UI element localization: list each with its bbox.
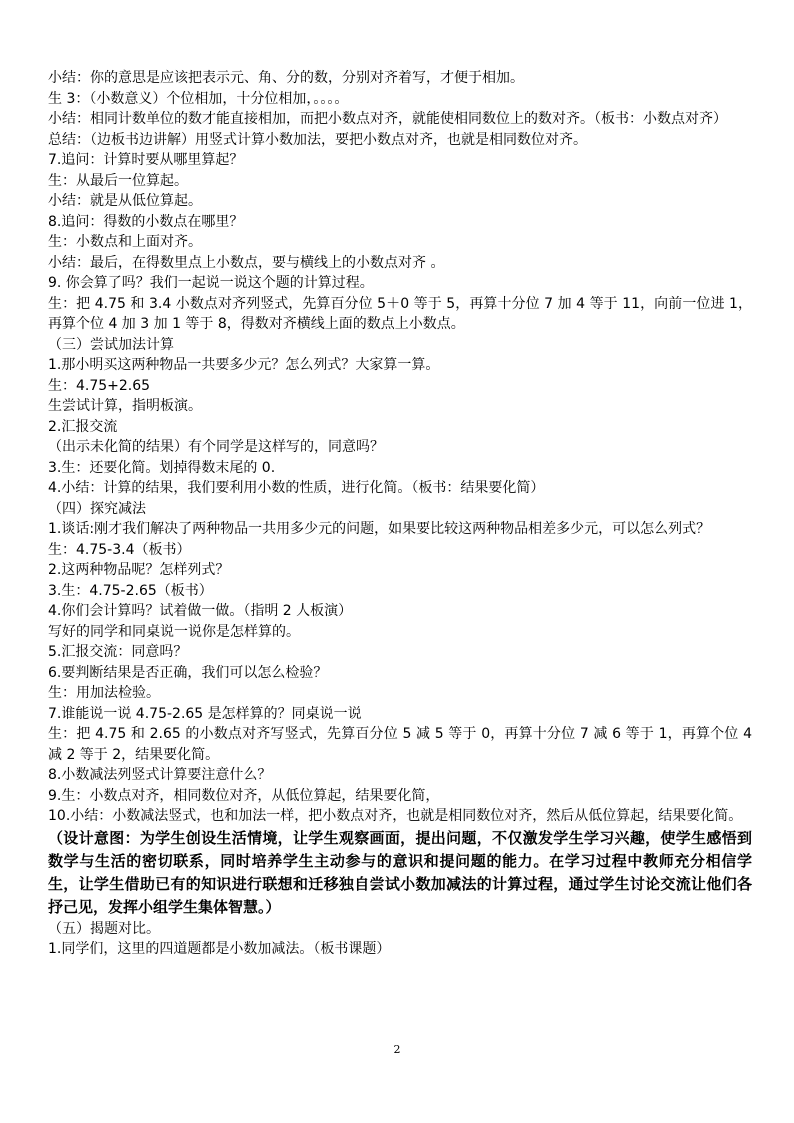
text-line: 1.那小明买这两种物品一共要多少元？怎么列式？大家算一算。 [48, 357, 440, 373]
text-line: 1.同学们，这里的四道题都是小数加减法。（板书课题） [48, 941, 391, 957]
text-line: 写好的同学和同桌说一说你是怎样算的。 [48, 623, 300, 640]
text-line: 7.谁能说一说 4.75-2.65 是怎样算的？同桌说一说 [48, 705, 362, 722]
text-line: 生尝试计算，指明板演。 [48, 398, 202, 414]
text-line: 生：用加法检验。 [48, 685, 160, 701]
text-line: 小结：最后，在得数里点上小数点，要与横线上的小数点对齐 。 [48, 254, 445, 271]
text-line: 小结：你的意思是应该把表示元、角、分的数，分别对齐着写，才便于相加。 [48, 70, 524, 86]
section-heading: （三）尝试加法计算 [48, 336, 174, 353]
section-heading: （五）揭题对比。 [48, 920, 160, 937]
page-number: 2 [393, 1043, 401, 1056]
text-line: 8.小数减法列竖式计算要注意什么？ [48, 767, 272, 783]
text-paragraph: 10.小结：小数减法竖式，也和加法一样，把小数点对齐，也就是相同数位对齐，然后从低位算起，结果要化简。 [48, 808, 743, 824]
document-body [48, 68, 752, 960]
text-line: 6.要判断结果是否正确，我们可以怎么检验？ [48, 664, 328, 681]
text-line: 小结：就是从低位算起。 [48, 193, 202, 209]
text-line: 生：4.75+2.65 [48, 377, 151, 394]
text-line: 2.这两种物品呢？怎样列式？ [48, 562, 230, 578]
text-line: 3.生：还要化简。划掉得数末尾的 0. [48, 459, 276, 476]
text-line: 2.汇报交流 [48, 418, 118, 435]
text-paragraph: 1.谈话:刚才我们解决了两种物品一共用多少元的问题，如果要比较这两种物品相差多少元，可以怎么列式？ [48, 521, 711, 537]
text-line: 3.生：4.75-2.65（板书） [48, 582, 213, 599]
text-line: 5.汇报交流：同意吗？ [48, 644, 188, 660]
text-line: 生 3：（小数意义）个位相加，十分位相加，。。。。 [48, 90, 349, 107]
design-intent-paragraph: （设计意图：为学生创设生活情境，让学生观察画面，提出问题，不仅激发学生学习兴趣，使学生感悟到数学与生活的密切联系，同时培养学生主动参与的意识和提问题的能力。在学习过程中教师充分相信学生，让学生借助已有的知识进行联想和迁移独自尝试小数加减法的计算过程，通过学生讨论交流让他们各抒己见，发挥小组学生集体智慧。） [48, 828, 752, 916]
text-line: 7.追问：计算时要从哪里算起？ [48, 152, 244, 168]
text-line: 生：4.75-3.4（板书） [48, 541, 191, 558]
text-line: 4.你们会计算吗？试着做一做。（指明 2 人板演） [48, 603, 353, 619]
text-line: 9. 你会算了吗？我们一起说一说这个题的计算过程。 [48, 275, 374, 291]
text-line: 生：小数点和上面对齐。 [48, 234, 202, 250]
text-line: 总结：（边板书边讲解）用竖式计算小数加法，要把小数点对齐，也就是相同数位对齐。 [48, 131, 587, 148]
text-paragraph: 小结：相同计数单位的数才能直接相加，而把小数点对齐，就能使相同数位上的数对齐。（板书：小数点对齐） [48, 111, 727, 127]
text-line: 8.追问：得数的小数点在哪里？ [48, 213, 244, 230]
text-line: 9.生：小数点对齐，相同数位对齐，从低位算起，结果要化简， [48, 787, 440, 804]
text-line: 生：从最后一位算起。 [48, 172, 188, 189]
text-paragraph: 生：把 4.75 和 3.4 小数点对齐列竖式，先算百分位 5＋0 等于 5，再算十分位 7 加 4 等于 11，向前一位进 1，再算个位 4 加 3 加 1 等于 8，得数对齐横线上面的数点上小数点。 [48, 295, 752, 332]
text-line: 4.小结：计算的结果，我们要利用小数的性质，进行化简。（板书：结果要化简） [48, 480, 545, 496]
section-heading: （四）探究减法 [48, 500, 146, 517]
text-paragraph: 生：把 4.75 和 2.65 的小数点对齐写竖式，先算百分位 5 减 5 等于 0，再算十分位 7 减 6 等于 1，再算个位 4 减 2 等于 2，结果要化简。 [48, 726, 752, 763]
text-line: （出示未化简的结果）有个同学是这样写的，同意吗？ [48, 439, 384, 455]
